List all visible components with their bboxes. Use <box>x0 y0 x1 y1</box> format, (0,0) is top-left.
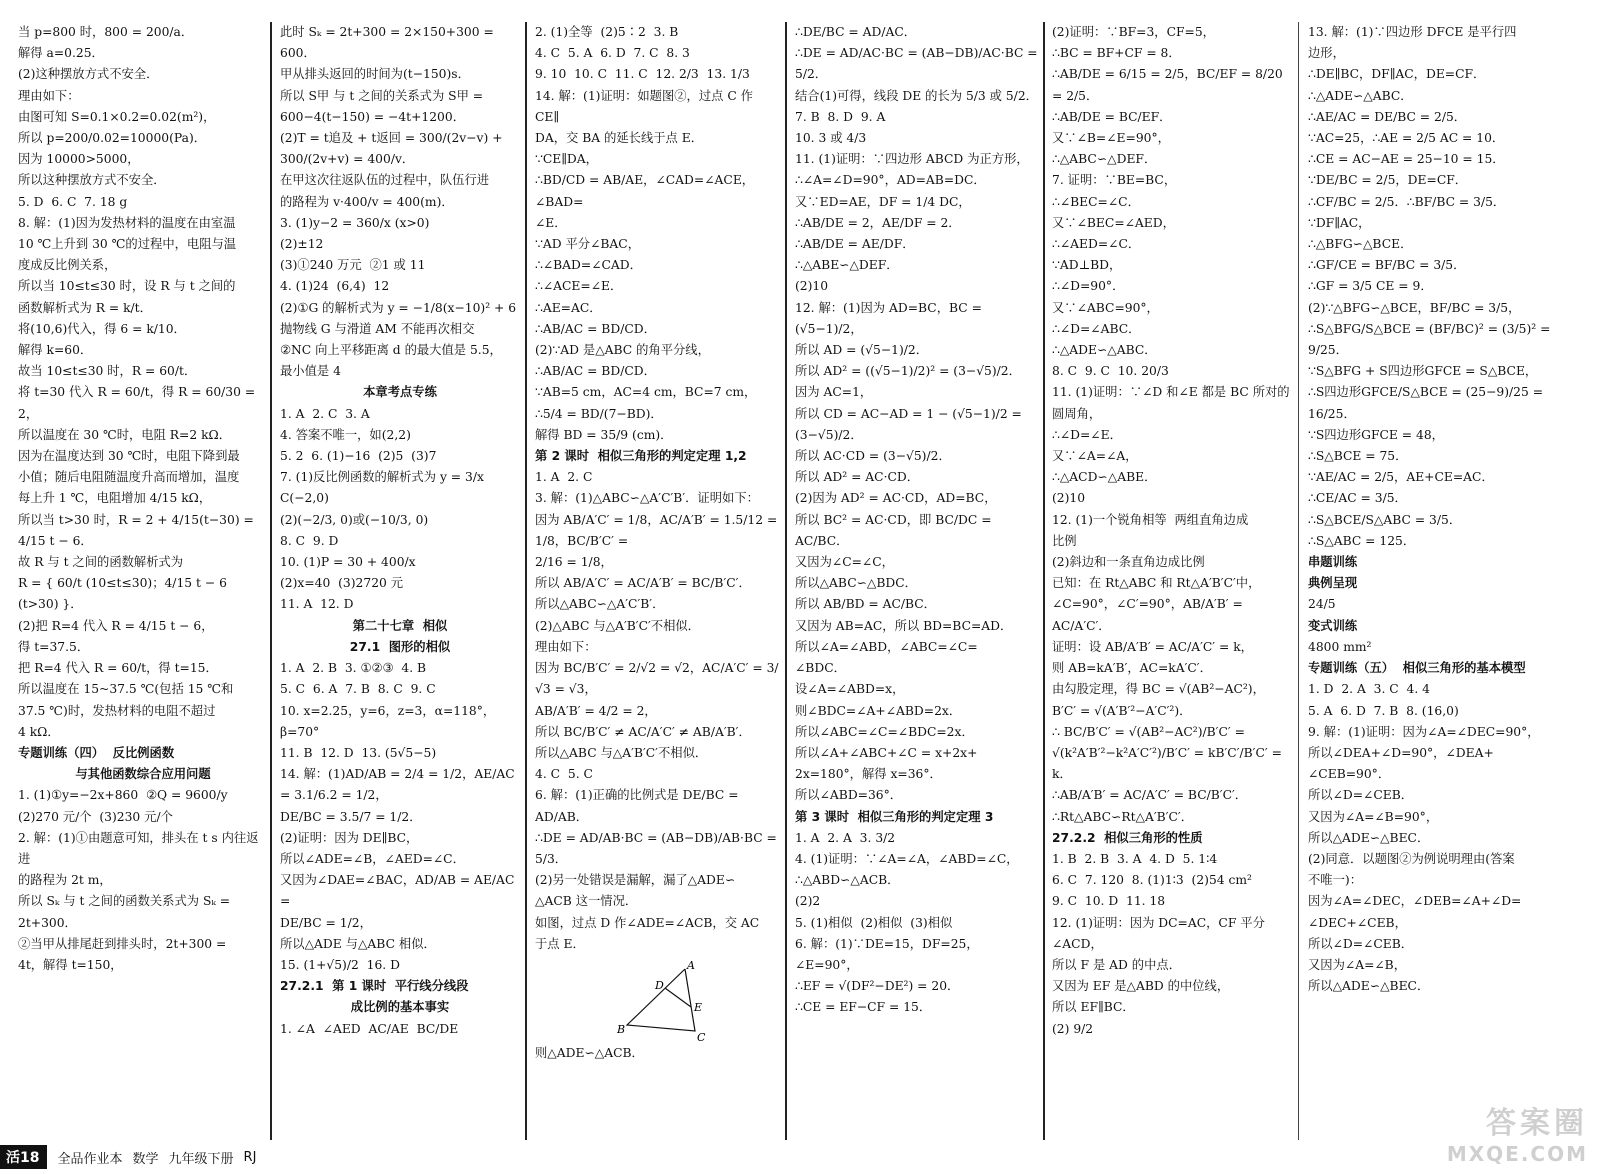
answer-line: 5. (1)相似 (2)相似 (3)相似 <box>795 915 953 930</box>
answer-line: 7. 证明：∵BE=BC， <box>1052 173 1177 188</box>
answer-line: △ACB 这一情况． <box>535 894 638 909</box>
answer-line: ∴△ADE∽△ABC． <box>1052 343 1157 358</box>
answer-line: ∵S△BFG + S四边形GFCE = S△BCE， <box>1308 364 1538 379</box>
answer-line: 所以∠A+∠ABC+∠C = x+2x+ <box>795 745 978 760</box>
answer-line: 7. B 8. D 9. A <box>795 109 886 124</box>
answer-line: 的路程为 2t m， <box>18 873 112 888</box>
answer-line: 由勾股定理，得 BC = √(AB²−AC²)， <box>1052 682 1265 697</box>
answer-line: 所以△ADE 与△ABC 相似． <box>280 936 436 951</box>
answer-line: ∴GF/CE = BF/BC = 3/5． <box>1308 258 1466 273</box>
answer-line: ∴CE/AC = 3/5． <box>1308 491 1407 506</box>
answer-line: 10. (1)P = 30 + 400/x <box>280 555 416 570</box>
watermark-text: 答案圈 <box>1486 1106 1588 1141</box>
answer-line: ∵CE∥DA， <box>535 152 598 167</box>
answer-line: ∠BDC． <box>795 661 846 676</box>
column-divider <box>785 22 787 1140</box>
answer-line: ∴∠BEC=∠C． <box>1052 194 1140 209</box>
answer-line: ∵AB=5 cm，AC=4 cm，BC=7 cm， <box>535 385 757 400</box>
column-divider <box>525 22 527 1140</box>
answer-line: 专题训练（五） 相似三角形的基本模型 <box>1308 661 1526 676</box>
answer-line: 变式训练 <box>1308 618 1358 633</box>
answer-line: 24/5 <box>1308 597 1336 612</box>
column-divider <box>1298 22 1299 1140</box>
answer-line: 所以∠ABC=∠C=∠BDC=2x． <box>795 724 974 739</box>
answer-line: 所以∠D=∠CEB． <box>1308 788 1414 803</box>
figure-label: D <box>655 978 664 992</box>
answer-line: ∴△ABD∽△ACB． <box>795 873 900 888</box>
answer-line: 每上升 1 ℃，电阻增加 4/15 kΩ， <box>18 491 212 506</box>
answer-line: 度成反比例关系， <box>18 258 117 273</box>
answer-line: ∴DE∥BC，DF∥AC，DE=CF． <box>1308 67 1486 82</box>
answer-line: 1. B 2. B 3. A 4. D 5. 1∶4 <box>1052 851 1218 866</box>
answer-line: 因为 AB/A′C′ = 1/8，AC/A′B′ = 1.5/12 = 1/8，BC/B′C′ = <box>535 512 782 548</box>
answer-line: 第二十七章 相似 <box>352 618 448 633</box>
answer-line: 故 R 与 t 之间的函数解析式为 <box>18 555 184 570</box>
answer-line: ∴AE/AC = DE/BC = 2/5． <box>1308 109 1467 124</box>
triangle-figure <box>615 958 715 1044</box>
answer-line: 所以 F 是 AD 的中点． <box>1052 957 1181 972</box>
answer-line: 解得 k=60． <box>18 343 93 358</box>
answer-line: 把 R=4 代入 R = 60/t，得 t=15． <box>18 661 218 676</box>
watermark-url: MXQE.COM <box>1446 1142 1588 1166</box>
answer-line: 15. (1+√5)/2 16. D <box>280 957 400 972</box>
answer-line: 解得 a=0.25． <box>18 46 104 61</box>
answer-line: 11. (1)证明：∵四边形 ABCD 为正方形， <box>795 152 1029 167</box>
answer-line: 5. A 6. D 7. B 8. (16,0) <box>1308 703 1459 718</box>
answer-line: ∴AB/DE = 2，AE/DF = 2． <box>795 215 961 230</box>
answer-line: ∵AC=25，∴AE = 2/5 AC = 10． <box>1308 131 1505 146</box>
answer-line: ∴△BFG∽△BCE． <box>1308 237 1413 252</box>
answer-line: ∴△ACD∽△ABE． <box>1052 470 1157 485</box>
answer-line: 所以 AB/BD = AC/BC． <box>795 597 936 612</box>
answer-line: 12. (1)证明：因为 DC=AC，CF 平分 <box>1052 915 1265 930</box>
answer-line: (2)因为 AD² = AC·CD，AD=BC， <box>795 491 997 506</box>
answer-line: 因为 AC=1， <box>795 385 873 400</box>
answer-line: 所以△ADE∽△BEC． <box>1308 979 1430 994</box>
segment-de <box>665 988 691 1007</box>
answer-line: 甲从排头返回的时间为(t−150)s． <box>280 67 470 82</box>
answer-line: 所以温度在 30 ℃时，电阻 R=2 kΩ． <box>18 427 232 442</box>
answer-line: 如图，过点 D 作∠ADE=∠ACB，交 AC <box>535 915 760 930</box>
figure-label: E <box>694 1000 703 1014</box>
answer-line: 比例 <box>1052 533 1077 548</box>
answer-line: ∴AB/DE = AE/DF． <box>795 237 915 252</box>
answer-line: 7. (1)反比例函数的解析式为 y = 3/x <box>280 470 484 485</box>
answer-line: 所以这种摆放方式不安全． <box>18 173 166 188</box>
answer-line: 3. 解：(1)△ABC∽△A′C′B′．证明如下： <box>535 491 759 506</box>
answer-line: 37.5 ℃)时，发热材料的电阻不超过 <box>18 703 216 718</box>
answer-line: 所以∠DEA+∠D=90°，∠DEA+ <box>1308 745 1494 760</box>
answer-line: (2)270 元/个 (3)230 元/个 <box>18 809 173 824</box>
answer-line: 4. C 5. A 6. D 7. C 8. 3 <box>535 46 690 61</box>
answer-line: ∵DF∥AC， <box>1308 215 1371 230</box>
answer-line: 的路程为 v·400/v = 400(m)． <box>280 194 454 209</box>
answer-line: 6. 解：(1)正确的比例式是 DE/BC = AD/AB． <box>535 788 743 824</box>
answer-line: 所以当 10≤t≤30 时，设 R 与 t 之间的 <box>18 279 236 294</box>
answer-line: 1. (1)①y=−2x+860 ②Q = 9600/y <box>18 788 228 803</box>
answer-line: 成比例的基本事实 <box>350 1000 450 1015</box>
answer-line: ∴EF = √(DF²−DE²) = 20． <box>795 979 960 994</box>
answer-line: 理由如下： <box>18 88 80 103</box>
watermark <box>1447 1098 1588 1166</box>
answer-line: 1. A 2. C 3. A <box>280 406 370 421</box>
answer-line: 1. ∠A ∠AED AC/AE BC/DE <box>280 1021 459 1036</box>
answer-line: ②NC 向上平移距离 d 的最大值是 5.5， <box>280 343 502 358</box>
edition: RJ <box>243 1149 257 1165</box>
answer-line: 将(10,6)代入，得 6 = k/10． <box>18 321 186 336</box>
answer-line: 专题训练（四） 反比例函数 <box>18 745 175 760</box>
answer-line: 所以温度在 15~37.5 ℃(包括 15 ℃和 <box>18 682 234 697</box>
answer-line: 本章考点专练 <box>363 385 437 400</box>
answer-line: 13. 解：(1)∵四边形 DFCE 是平行四 <box>1308 25 1517 39</box>
answer-line: 故当 10≤t≤30 时，R = 60/t． <box>18 364 197 379</box>
answer-line: 所以 AD² = AC·CD． <box>795 470 920 485</box>
answer-line: 3. (1)y−2 = 360/x (x>0) <box>280 215 430 230</box>
answer-line: ∴DE = AD/AB·BC = (AB−DB)/AB·BC = 5/3． <box>535 830 781 866</box>
answer-line: 函数解析式为 R = k/t． <box>18 300 152 315</box>
answer-column-3 <box>535 22 780 1140</box>
answer-line: (2)这种摆放方式不安全． <box>18 67 159 82</box>
answer-line: B′C′ = √(A′B′²−A′C′²)． <box>1052 703 1192 718</box>
answer-line: 最小值是 4 <box>280 364 341 379</box>
answer-line: 所以△ADE∽△BEC． <box>1308 830 1430 845</box>
answer-column-6 <box>1308 22 1588 1140</box>
answer-line: ∴AB/AC = BD/CD． <box>535 321 656 336</box>
answer-line: 6. 解：(1)∵DE=15，DF=25，∠E=90°， <box>795 936 979 972</box>
answer-line: ∴5/4 = BD/(7−BD)． <box>535 406 663 421</box>
answer-line: 5. 2 6. (1)−16 (2)5 (3)7 <box>280 449 437 464</box>
answer-line: 10. 3 或 4/3 <box>795 131 867 146</box>
answer-line: ∴CE = EF−CF = 15． <box>795 1000 932 1015</box>
answer-line: 抛物线 G 与滑道 AM 不能再次相交 <box>280 321 475 336</box>
answer-line: 9. 10 10. C 11. C 12. 2/3 13. 1/3 <box>535 67 750 82</box>
answer-line: ∠DEC+∠CEB， <box>1308 915 1407 930</box>
answer-line: 所以 EF∥BC． <box>1052 1000 1135 1015</box>
answer-line: 又因为∠A=∠B， <box>1308 957 1407 972</box>
answer-line: DE/BC = 3.5/7 = 1/2． <box>280 809 422 824</box>
answer-line: ∴BC = BF+CF = 8． <box>1052 46 1181 61</box>
answer-line: 又因为∠A=∠B=90°， <box>1308 809 1439 824</box>
answer-line: ∴Rt△ABC∽Rt△A′B′C′． <box>1052 809 1193 824</box>
answer-line: (2)(−2/3, 0)或(−10/3, 0) <box>280 512 429 527</box>
answer-line: 所以 Sₖ 与 t 之间的函数关系式为 Sₖ = <box>18 894 231 909</box>
answer-line: 第 2 课时 相似三角形的判定定理 1,2 <box>535 449 747 464</box>
answer-line: ∴∠BAD=∠CAD． <box>535 258 642 273</box>
answer-line: 2/16 = 1/8， <box>535 555 613 570</box>
answer-line: 1. A 2. B 3. ①②③ 4. B <box>280 661 427 676</box>
answer-line: 2. 解：(1)①由题意可知，排头在 t s 内往返进 <box>18 830 259 866</box>
answer-line: 小值；随后电阻随温度升高而增加，温度 <box>18 470 240 485</box>
answer-line: 因为 10000>5000， <box>18 152 140 167</box>
answer-line: 11. B 12. D 13. (5√5−5) <box>280 745 437 760</box>
figure-label: A <box>687 958 695 972</box>
answer-line: 14. 解：(1)AD/AB = 2/4 = 1/2，AE/AC = 3.1/6.2 = 1/2， <box>280 767 519 803</box>
answer-line: ∴GF = 3/5 CE = 9． <box>1308 279 1433 294</box>
answer-line: ∴S四边形GFCE/S△BCE = (25−9)/25 = 16/25． <box>1308 385 1547 421</box>
answer-line: ∴S△ABC = 125． <box>1308 533 1416 548</box>
answer-line: ∵AE/AC = 2/5，AE+CE=AC． <box>1308 470 1494 485</box>
answer-line: 圆周角， <box>1052 406 1102 421</box>
answer-line: ∴BD/CD = AB/AE，∠CAD=∠ACE，∠BAD= <box>535 173 755 209</box>
answer-line: ∴S△BFG/S△BCE = (BF/BC)² = (3/5)² = 9/25． <box>1308 321 1555 358</box>
answer-line: 4. (1)24 (6,4) 12 <box>280 279 390 294</box>
answer-line: ∴S△BCE = 75． <box>1308 449 1408 464</box>
answer-line: 所以△ABC 与△A′B′C′不相似． <box>535 745 708 760</box>
answer-line: 设∠A=∠ABD=x， <box>795 682 905 697</box>
answer-line: 2. (1)全等 (2)5∶2 3. B <box>535 25 679 39</box>
answer-column-1 <box>18 22 268 1140</box>
answer-line: 所以∠D=∠CEB． <box>1308 936 1414 951</box>
answer-line: (2)∵AD 是△ABC 的角平分线， <box>535 343 710 358</box>
answer-line: 则△ADE∽△ACB． <box>535 1045 644 1060</box>
answer-line: 27.1 图形的相似 <box>349 639 451 654</box>
answer-line: 所以当 t>30 时，R = 2 + 4/15(t−30) = <box>18 512 254 527</box>
answer-line: 在甲这次往返队伍的过程中，队伍行进 <box>280 173 490 188</box>
answer-line: 又因为 AB=AC，所以 BD=BC=AD． <box>795 618 1013 633</box>
answer-line: 所以 BC/B′C′ ≠ AC/A′C′ ≠ AB/A′B′． <box>535 724 751 739</box>
answer-line: ∵S四边形GFCE = 48， <box>1308 427 1444 442</box>
answer-line: (2)斜边和一条直角边成比例 <box>1052 555 1205 570</box>
answer-line: 与其他函数综合应用问题 <box>75 767 211 782</box>
answer-line: (2)①G 的解析式为 y = −1/8(x−10)² + 6 <box>280 300 517 315</box>
answer-line: 又∵∠A=∠A， <box>1052 449 1138 464</box>
answer-line: 典例呈现 <box>1308 576 1358 591</box>
answer-line: ∴AB/DE = BC/EF． <box>1052 109 1172 124</box>
answer-line: ∴S△BCE/S△ABC = 3/5． <box>1308 512 1462 527</box>
answer-line: (2)同意．以题图②为例说明理由(答案 <box>1308 851 1515 866</box>
answer-line: 因为 BC/B′C′ = 2/√2 = √2，AC/A′C′ = 3/√3 = √3， <box>535 661 779 697</box>
answer-line: 又因为∠C=∠C， <box>795 555 894 570</box>
answer-line: 于点 E． <box>535 936 585 951</box>
answer-line: 8. C 9. D <box>280 533 339 548</box>
answer-line: ∴△ABE∽△DEF． <box>795 258 899 273</box>
answer-line: 所以∠ADE=∠B，∠AED=∠C． <box>280 851 465 866</box>
answer-line: 所以 CD = AC−AD = 1 − (√5−1)/2 = (3−√5)/2． <box>795 406 1026 442</box>
subject: 数学 <box>132 1151 159 1167</box>
answer-line: (2)T = t追及 + t返回 = 300/(2v−v) + 300/(2v+v) = 400/v． <box>280 131 507 167</box>
answer-line: 9. 解：(1)证明：因为∠A=∠DEC=90°， <box>1308 724 1540 739</box>
answer-line: 10. x=2.25，y=6，z=3，α=118°，β=70° <box>280 703 496 739</box>
answer-line: 6. C 7. 120 8. (1)1∶3 (2)54 cm² <box>1052 873 1252 888</box>
grade: 九年级下册 <box>168 1151 234 1167</box>
answer-line: 此时 Sₖ = 2t+300 = 2×150+300 = 600． <box>280 25 498 61</box>
answer-line: 27.2.2 相似三角形的性质 <box>1052 830 1203 845</box>
answer-line: 1. A 2. A 3. 3/2 <box>795 830 896 845</box>
answer-line: 所以 AD = (√5−1)/2． <box>795 343 929 358</box>
answer-line: 又∵∠BEC=∠AED， <box>1052 215 1175 230</box>
answer-line: R = { 60/t (10≤t≤30)；4/15 t − 6 (t>30) }． <box>18 576 231 612</box>
book-title: 全品作业本 <box>57 1151 123 1167</box>
answer-line: 5. C 6. A 7. B 8. C 9. C <box>280 682 436 697</box>
answer-line: ∴∠ACE=∠E． <box>535 279 623 294</box>
answer-line: 4. 答案不唯一，如(2,2) <box>280 427 411 442</box>
answer-line: 当 p=800 时，800 = 200/a． <box>18 25 194 39</box>
answer-line: (2)证明：∵BF=3，CF=5， <box>1052 25 1215 39</box>
answer-line: 5. D 6. C 7. 18 g <box>18 194 128 209</box>
answer-line: 所以△ABC∽△A′C′B′． <box>535 597 665 612</box>
answer-line: 又∵ED=AE，DF = 1/4 DC， <box>795 194 971 209</box>
answer-line: 又因为 EF 是△ABD 的中位线， <box>1052 979 1230 994</box>
answer-line: ∴∠A=∠D=90°，AD=AB=DC． <box>795 173 986 188</box>
answer-line: 将 t=30 代入 R = 60/t，得 R = 60/30 = 2， <box>18 385 260 421</box>
answer-line: 理由如下： <box>535 639 597 654</box>
answer-line: ∴△ABC∽△DEF． <box>1052 152 1157 167</box>
answer-line: √(k²A′B′²−k²A′C′²)/B′C′ = kB′C′/B′C′ = k． <box>1052 745 1286 782</box>
answer-line: (2)∵△BFG∽△BCE，BF/BC = 3/5， <box>1308 300 1521 315</box>
answer-line: (2)10 <box>1052 491 1086 506</box>
page-footer <box>0 1145 256 1169</box>
answer-column-2 <box>280 22 520 1140</box>
answer-line: 所以 p=200/0.02=10000(Pa)． <box>18 131 207 146</box>
answer-line: 所以∠A=∠ABD，∠ABC=∠C= <box>795 639 978 654</box>
answer-line: (2)±12 <box>280 237 324 252</box>
answer-line: 不唯一)： <box>1308 873 1362 888</box>
answer-line: 11. (1)证明：∵∠D 和∠E 都是 BC 所对的 <box>1052 385 1290 400</box>
answer-column-4 <box>795 22 1040 1140</box>
answer-line: 证明：设 AB/A′B′ = AC/A′C′ = k， <box>1052 639 1253 654</box>
answer-line: 4. C 5. C <box>535 767 593 782</box>
column-divider <box>1043 22 1045 1140</box>
answer-line: (2) 9/2 <box>1052 1021 1094 1036</box>
answer-line: ②当甲从排尾赶到排头时，2t+300 = <box>18 936 227 951</box>
answer-line: 所以△ABC∽△BDC． <box>795 576 917 591</box>
answer-line: ∴CE = AC−AE = 25−10 = 15． <box>1308 152 1505 167</box>
answer-line: (2)△ABC 与△A′B′C′不相似． <box>535 618 700 633</box>
figure-label: B <box>617 1022 626 1036</box>
answer-line: ∴DE = AD/AC·BC = (AB−DB)/AC·BC = 5/2． <box>795 46 1042 82</box>
answer-line: 1. D 2. A 3. C 4. 4 <box>1308 682 1430 697</box>
answer-line: 9. C 10. D 11. 18 <box>1052 894 1166 909</box>
answer-line: 8. C 9. C 10. 20/3 <box>1052 364 1169 379</box>
answer-line: (2)把 R=4 代入 R = 4/15 t − 6， <box>18 618 214 633</box>
answer-line: 8. 解：(1)因为发热材料的温度在由室温 <box>18 215 236 230</box>
answer-line: (2)x=40 (3)2720 元 <box>280 576 404 591</box>
answer-line: ∠C=90°，∠C′=90°，AB/A′B′ = AC/A′C′． <box>1052 597 1247 633</box>
answer-line: ∴∠AED=∠C． <box>1052 237 1141 252</box>
answer-line: (2)2 <box>795 894 821 909</box>
column-divider <box>270 22 272 1140</box>
answer-line: ∴AB/A′B′ = AC/A′C′ = BC/B′C′． <box>1052 788 1248 803</box>
answer-line: ∵DE/BC = 2/5，DE=CF． <box>1308 173 1468 188</box>
answer-line: 解得 BD = 35/9 (cm)． <box>535 427 673 442</box>
answer-line: (2)另一处错误是漏解，漏了△ADE∽ <box>535 873 736 888</box>
answer-line: ∴ BC/B′C′ = √(AB²−AC²)/B′C′ = <box>1052 724 1245 739</box>
answer-line: 又因为∠DAE=∠BAC，AD/AB = AE/AC = <box>280 873 519 909</box>
answer-line: 因为∠A=∠DEC，∠DEB=∠A+∠D= <box>1308 894 1522 909</box>
answer-line: 因为在温度达到 30 ℃时，电阻下降到最 <box>18 449 240 464</box>
answer-line: ∴AE=AC． <box>535 300 602 315</box>
answer-line: 14. 解：(1)证明：如题图②，过点 C 作 CE∥ <box>535 88 757 124</box>
answer-line: DA，交 BA 的延长线于点 E． <box>535 131 704 146</box>
answer-line: ∴CF/BC = 2/5．∴BF/BC = 3/5． <box>1308 194 1506 209</box>
answer-line: AB/A′B′ = 4/2 = 2， <box>535 703 657 718</box>
answer-line: 串题训练 <box>1308 555 1358 570</box>
answer-line: ∠E． <box>535 215 567 230</box>
answer-line: 边形， <box>1308 46 1345 61</box>
answer-line: 4. (1)证明：∵∠A=∠A，∠ABD=∠C， <box>795 851 1019 866</box>
answer-line: ∠ACD， <box>1052 936 1103 951</box>
answer-line: 所以 BC² = AC·CD，即 BC/DC = AC/BC． <box>795 512 996 548</box>
answer-line: 第 3 课时 相似三角形的判定定理 3 <box>795 809 994 824</box>
answer-line: 所以 S甲 与 t 之间的关系式为 S甲 = <box>280 88 484 103</box>
answer-column-5 <box>1052 22 1292 1140</box>
answer-line: ∵AD 平分∠BAC， <box>535 237 640 252</box>
answer-line: 27.2.1 第 1 课时 平行线分线段 <box>280 979 469 994</box>
answer-line: ∴AB/AC = BD/CD． <box>535 364 656 379</box>
answer-line: 12. (1)一个锐角相等 两组直角边成 <box>1052 512 1249 527</box>
answer-line: 4/15 t − 6． <box>18 533 93 548</box>
answer-line: 600−4(t−150) = −4t+1200． <box>280 109 465 124</box>
answer-line: 12. 解：(1)因为 AD=BC，BC = (√5−1)/2， <box>795 300 986 336</box>
answer-line: 4800 mm² <box>1308 639 1372 654</box>
answer-line: DE/BC = 1/2， <box>280 915 372 930</box>
answer-line: 所以 AB/A′C′ = AC/A′B′ = BC/B′C′． <box>535 576 751 591</box>
answer-line: ∴DE/BC = AD/AC． <box>795 25 917 39</box>
answer-line: ∴△ADE∽△ABC． <box>1308 88 1413 103</box>
answer-line: 则∠BDC=∠A+∠ABD=2x． <box>795 703 962 718</box>
answer-line: ∴∠D=∠E． <box>1052 427 1122 442</box>
answer-line: ∵AD⊥BD， <box>1052 258 1122 273</box>
answer-line: (3)①240 万元 ②1 或 11 <box>280 258 426 273</box>
answer-line: 由图可知 S=0.1×0.2=0.02(m²)， <box>18 109 216 124</box>
answer-line: 2t+300． <box>18 915 77 930</box>
answer-line: 结合(1)可得，线段 DE 的长为 5/3 或 5/2． <box>795 88 1038 103</box>
answer-line: (2)10 <box>795 279 829 294</box>
answer-line: 10 ℃上升到 30 ℃的过程中，电阻与温 <box>18 237 237 252</box>
answer-line: 11. A 12. D <box>280 597 354 612</box>
answer-line: 则 AB=kA′B′，AC=kA′C′． <box>1052 661 1212 676</box>
answer-line: 4t，解得 t=150， <box>18 957 123 972</box>
answer-line: ∴∠D=90°． <box>1052 279 1125 294</box>
answer-line: ∠CEB=90°． <box>1308 767 1391 782</box>
answer-line: 2x=180°，解得 x=36°． <box>795 767 942 782</box>
page-number: 活18 <box>0 1145 47 1169</box>
answer-line: 4 kΩ． <box>18 724 60 739</box>
answer-line: 所以 AC·CD = (3−√5)/2． <box>795 449 951 464</box>
answer-line: 所以 AD² = ((√5−1)/2)² = (3−√5)/2． <box>795 364 1021 379</box>
answer-line: 已知：在 Rt△ABC 和 Rt△A′B′C′中， <box>1052 576 1261 591</box>
answer-line: ∴AB/DE = 6/15 = 2/5，BC/EF = 8/20 = 2/5． <box>1052 67 1287 103</box>
answer-line: 又∵∠ABC=90°， <box>1052 300 1159 315</box>
figure-label: C <box>697 1030 706 1044</box>
answer-line: 又∵∠B=∠E=90°， <box>1052 131 1170 146</box>
answer-line: 得 t=37.5． <box>18 639 90 654</box>
answer-line: 1. A 2. C <box>535 470 593 485</box>
answer-line: 所以∠ABD=36°． <box>795 788 903 803</box>
answer-line: (2)证明：因为 DE∥BC， <box>280 830 419 845</box>
answer-line: C(−2,0) <box>280 491 329 506</box>
answer-line: ∴∠D=∠ABC． <box>1052 321 1141 336</box>
